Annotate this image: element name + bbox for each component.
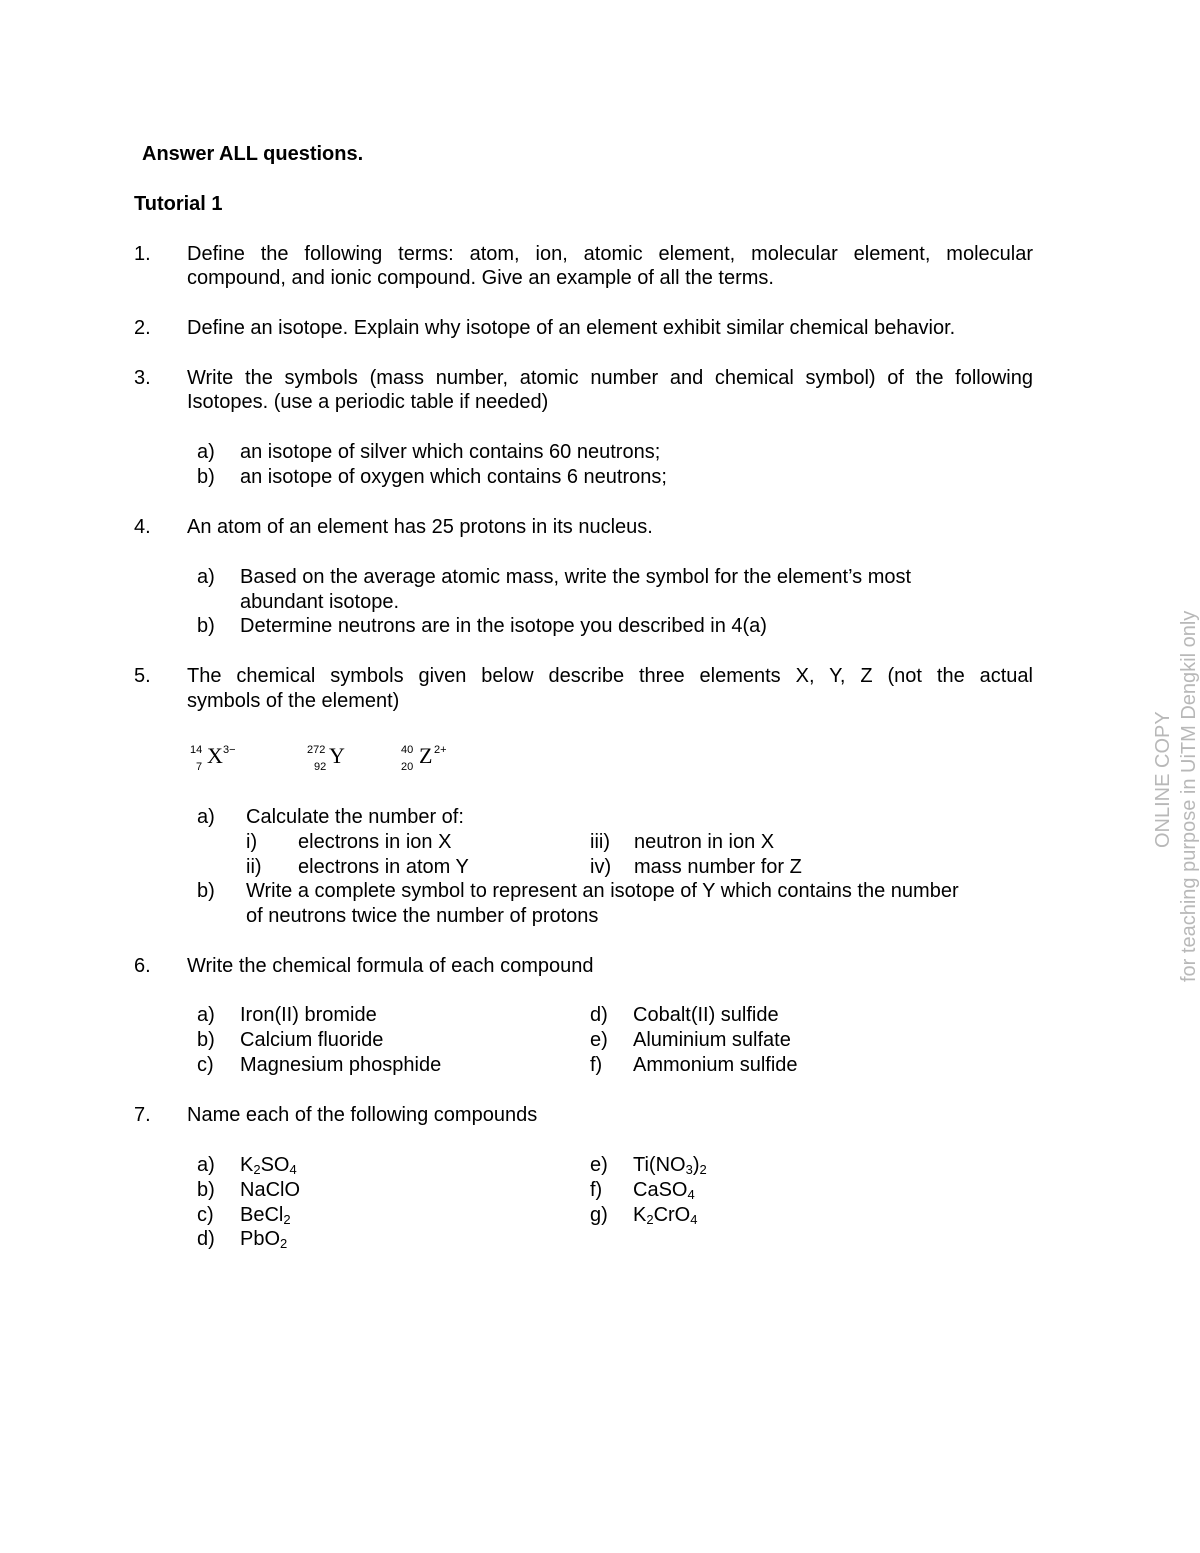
item-text-line: of neutrons twice the number of protons [246,905,599,927]
question-text: Name each of the following compounds [187,1104,538,1126]
item-text: Calculate the number of: [246,806,464,828]
item-text: Calcium fluoride [240,1029,384,1051]
formula-part: ) [692,1154,700,1176]
element-symbol: X [207,743,223,768]
formula-subscript: 2 [280,1236,288,1251]
question-number: 6. [134,955,151,977]
formula-subscript: 2 [646,1212,654,1227]
item-label: b) [197,880,215,902]
chemical-formula [633,1203,697,1232]
item-text: Magnesium phosphide [240,1054,442,1076]
sub-item-text: neutron in ion X [634,831,775,853]
ion-charge: 3− [223,744,236,756]
item-text-line: Based on the average atomic mass, write the symbol for the element’s most [240,566,912,588]
chemical-formula [240,1227,287,1256]
atomic-number: 7 [196,761,203,773]
formula-part: CrO [653,1204,691,1226]
sub-item-text: electrons in ion X [298,831,452,853]
watermark-line-2: for teaching purpose in UiTM Dengkil only [1178,610,1200,982]
question-number: 5. [134,665,151,687]
item-label: b) [197,1029,215,1051]
item-label: d) [590,1004,608,1026]
formula-part: BeCl [240,1204,284,1226]
item-label: a) [197,441,215,463]
formula-part: SO [260,1154,290,1176]
item-text-line: Determine neutrons are in the isotope you described in 4(a) [240,615,767,637]
formula-part: NaClO [240,1179,301,1201]
formula-part: K [240,1154,254,1176]
question-number: 1. [134,243,151,265]
question-number: 3. [134,367,151,389]
item-text: Aluminium sulfate [633,1029,791,1051]
question-number: 4. [134,516,151,538]
item-text: Cobalt(II) sulfide [633,1004,779,1026]
question-text: Write the chemical formula of each compound [187,955,594,977]
ion-charge: 2+ [434,744,447,756]
item-label: a) [197,1154,215,1176]
sub-item-label: iii) [590,831,610,853]
question-text-line: Write the symbols (mass number, atomic number and chemical symbol) of the following [187,367,1033,389]
item-text: an isotope of oxygen which contains 6 neutrons; [240,466,667,488]
element-symbol: Z [419,743,433,768]
formula-subscript: 4 [690,1212,698,1227]
sub-item-text: electrons in atom Y [298,856,469,878]
question-number: 2. [134,317,151,339]
mass-number: 40 [401,744,414,756]
formula-subscript: 4 [687,1187,695,1202]
formula-subscript: 4 [289,1162,297,1177]
item-label: b) [197,466,215,488]
sub-item-label: iv) [590,856,612,878]
item-text-line: abundant isotope. [240,591,400,613]
formula-part: PbO [240,1228,281,1250]
item-label: c) [197,1054,214,1076]
item-label: f) [590,1179,603,1201]
question-text-line: symbols of the element) [187,690,400,712]
item-text-line: Write a complete symbol to represent an isotope of Y which contains the number [246,880,959,902]
formula-subscript: 2 [253,1162,261,1177]
item-label: g) [590,1204,608,1226]
item-label: b) [197,615,215,637]
tutorial-title: Tutorial 1 [134,193,223,215]
question-number: 7. [134,1104,151,1126]
item-text: Iron(II) bromide [240,1004,377,1026]
formula-part: CaSO [633,1179,688,1201]
item-text: Ammonium sulfide [633,1054,798,1076]
mass-number: 14 [190,744,203,756]
item-label: a) [197,566,215,588]
question-text-line: Define the following terms: atom, ion, atomic element, molecular element, molecular [187,243,1033,265]
question-text: An atom of an element has 25 protons in its nucleus. [187,516,653,538]
item-label: d) [197,1228,215,1250]
item-label: e) [590,1154,608,1176]
formula-part: Ti(NO [633,1154,686,1176]
element-symbol: Y [329,743,345,768]
item-label: e) [590,1029,608,1051]
question-text: Define an isotope. Explain why isotope of an element exhibit similar chemical behavior. [187,317,956,339]
atomic-number: 20 [401,761,414,773]
formula-subscript: 2 [283,1212,291,1227]
instruction-heading: Answer ALL questions. [142,143,364,165]
chemical-formula [240,1178,300,1203]
item-text: an isotope of silver which contains 60 neutrons; [240,441,661,463]
sub-item-text: mass number for Z [634,856,802,878]
watermark-line-1: ONLINE COPY [1152,711,1174,848]
sub-item-label: ii) [246,856,262,878]
watermark [1150,580,1200,980]
mass-number: 272 [307,744,326,756]
question-text-line: The chemical symbols given below describe three elements X, Y, Z (not the actual [187,665,1033,687]
question-text-line: Isotopes. (use a periodic table if needed) [187,391,549,413]
item-label: a) [197,806,215,828]
sub-item-label: i) [246,831,258,853]
item-label: f) [590,1054,603,1076]
formula-subscript: 3 [685,1162,693,1177]
formula-subscript: 2 [699,1162,707,1177]
item-label: b) [197,1179,215,1201]
formula-part: K [633,1204,647,1226]
item-label: c) [197,1204,214,1226]
item-label: a) [197,1004,215,1026]
question-text-line: compound, and ionic compound. Give an example of all the terms. [187,267,774,289]
atomic-number: 92 [314,761,327,773]
